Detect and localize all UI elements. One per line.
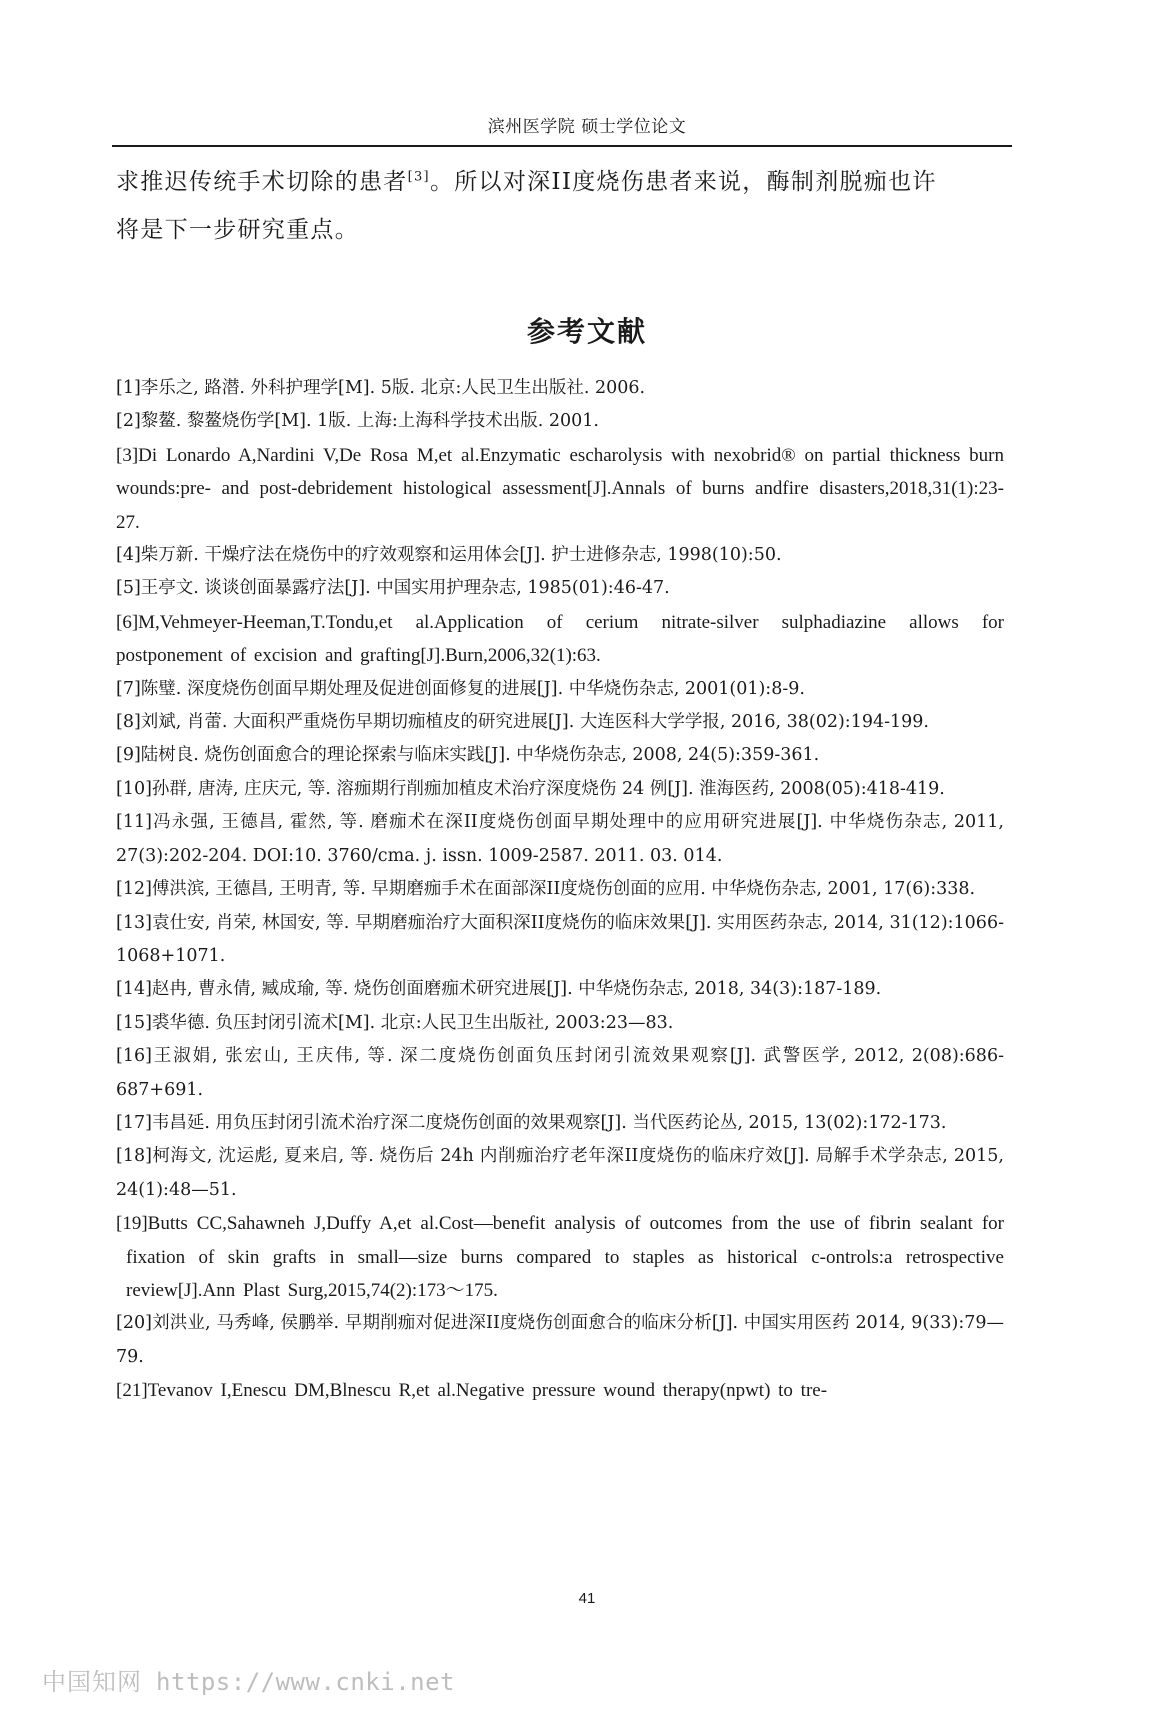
intro-text: 将是下一步研究重点。: [116, 217, 359, 243]
reference-item: [5]王亭文. 谈谈创面暴露疗法[J]. 中国实用护理杂志, 1985(01):46-47.: [116, 578, 670, 599]
reference-item: [19]Butts CC,Sahawneh J,Duffy A,et al.Cost—benefit analysis of outcomes from the use of fibrin sealant for fixation of skin grafts in small—size burns compared to staples as historical c-ontrols:a retrospective review[J].Ann Plast Surg,2015,74(2):173～175.: [116, 1213, 1004, 1301]
reference-item: [4]柴万新. 干燥疗法在烧伤中的疗效观察和运用体会[J]. 护士进修杂志, 1998(10):50.: [116, 545, 782, 566]
header-rule: [112, 145, 1012, 147]
page-number: 41: [578, 1590, 596, 1607]
cnki-watermark: [42, 1662, 455, 1697]
running-header: 滨州医学院 硕士学位论文: [487, 117, 687, 137]
reference-item: [2]黎鳌. 黎鳌烧伤学[M]. 1版. 上海:上海科学技术出版. 2001.: [116, 411, 599, 432]
reference-item: [11]冯永强, 王德昌, 霍然, 等. 磨痂术在深II度烧伤创面早期处理中的应用研究进展[J]. 中华烧伤杂志, 2011, 27(3):202-204. DOI:10. 3760/cma. j. issn. 1009-2587. 2011. 03. 014.: [116, 812, 1004, 866]
reference-item: [14]赵冉, 曹永倩, 臧成瑜, 等. 烧伤创面磨痂术研究进展[J]. 中华烧伤杂志, 2018, 34(3):187-189.: [116, 979, 882, 1000]
section-title: 参考文献: [526, 315, 647, 348]
reference-item: [1]李乐之, 路潜. 外科护理学[M]. 5版. 北京:人民卫生出版社. 2006.: [116, 378, 646, 398]
intro-text: 求推迟传统手术切除的患者: [116, 169, 408, 195]
reference-item: [15]裘华德. 负压封闭引流术[M]. 北京:人民卫生出版社, 2003:23—83.: [116, 1012, 674, 1033]
intro-text: 。所以对深II度烧伤患者来说，酶制剂脱痂也许: [429, 169, 937, 195]
watermark-logo-text: 中国知网: [42, 1668, 142, 1696]
reference-item: [18]柯海文, 沈运彪, 夏来启, 等. 烧伤后 24h 内削痂治疗老年深II度烧伤的临床疗效[J]. 局解手术学杂志, 2015, 24(1):48—51.: [116, 1146, 1004, 1200]
reference-item: [10]孙群, 唐涛, 庄庆元, 等. 溶痂期行削痂加植皮术治疗深度烧伤 24 例[J]. 淮海医药, 2008(05):418-419.: [116, 778, 945, 799]
reference-list: [116, 372, 1004, 1408]
reference-item: [8]刘斌, 肖蕾. 大面积严重烧伤早期切痂植皮的研究进展[J]. 大连医科大学学报, 2016, 38(02):194-199.: [116, 712, 929, 733]
reference-item: [9]陆树良. 烧伤创面愈合的理论探索与临床实践[J]. 中华烧伤杂志, 2008, 24(5):359-361.: [116, 745, 820, 766]
reference-item: [12]傅洪滨, 王德昌, 王明青, 等. 早期磨痂手术在面部深II度烧伤创面的应用. 中华烧伤杂志, 2001, 17(6):338.: [116, 879, 976, 900]
reference-item: [17]韦昌延. 用负压封闭引流术治疗深二度烧伤创面的效果观察[J]. 当代医药论丛, 2015, 13(02):172-173.: [116, 1112, 947, 1133]
citation-marker: [3]: [407, 169, 430, 185]
reference-item: [16]王淑娟, 张宏山, 王庆伟, 等. 深二度烧伤创面负压封闭引流效果观察[J]. 武警医学, 2012, 2(08):686-687+691.: [116, 1046, 1004, 1100]
reference-item: [7]陈璧. 深度烧伤创面早期处理及促进创面修复的进展[J]. 中华烧伤杂志, 2001(01):8-9.: [116, 678, 805, 699]
intro-paragraph: [116, 158, 1016, 254]
reference-item: [6]M,Vehmeyer-Heeman,T.Tondu,et al.Application of cerium nitrate-silver sulphadiazine allows for postponement of excision and grafting[J].Burn,2006,32(1):63.: [116, 611, 1004, 667]
reference-item: [20]刘洪业, 马秀峰, 侯鹏举. 早期削痂对促进深II度烧伤创面愈合的临床分析[J]. 中国实用医药 2014, 9(33):79—79.: [116, 1313, 1004, 1367]
reference-item: [13]袁仕安, 肖荣, 林国安, 等. 早期磨痂治疗大面积深II度烧伤的临床效果[J]. 实用医药杂志, 2014, 31(12):1066-1068+1071.: [116, 912, 1004, 966]
reference-item: [3]Di Lonardo A,Nardini V,De Rosa M,et al.Enzymatic escharolysis with nexobrid® on partial thickness burn wounds:pre- and post-debridement histological assessment[J].Annals of burns andfire disasters,2018,31(1):23-27.: [116, 444, 1004, 533]
reference-item: [21]Tevanov I,Enescu DM,Blnescu R,et al.Negative pressure wound therapy(npwt) to tre-: [116, 1380, 828, 1402]
watermark-url: https://www.cnki.net: [156, 1668, 455, 1696]
